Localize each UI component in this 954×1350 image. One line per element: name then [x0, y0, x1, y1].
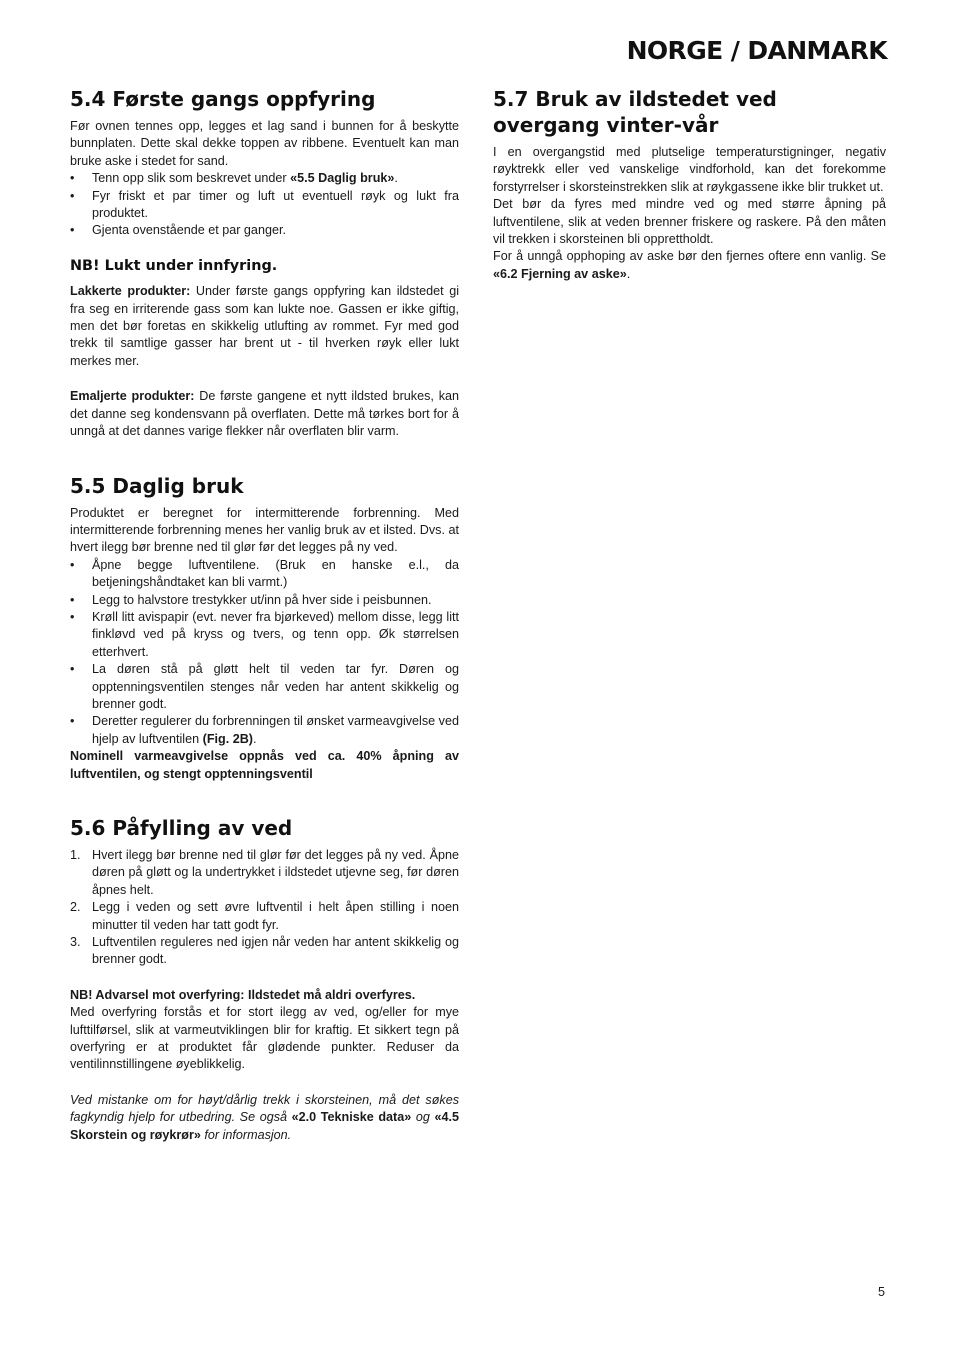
section-5-7-title: 5.7 Bruk av ildstedet ved overgang vinter-vår: [493, 87, 777, 137]
enamelled-label: Emaljerte produkter:: [70, 389, 195, 404]
bullet-marker: •: [70, 714, 75, 729]
bullet-marker: •: [70, 171, 75, 186]
enamelled-products-paragraph: [70, 388, 459, 440]
list-item: [70, 934, 459, 969]
list-item: [70, 661, 459, 713]
note-text: for informasjon.: [200, 1127, 292, 1142]
section-5-6-steps: [70, 847, 459, 969]
list-item-text: Gjenta ovenstående et par ganger.: [92, 223, 286, 238]
cross-reference: «6.2 Fjerning av aske»: [493, 266, 627, 281]
overfiring-warning-title-text: NB! Advarsel mot overfyring: Ildstedet må aldri overfyres.: [70, 987, 416, 1002]
step-number: 3.: [70, 935, 81, 950]
list-item-text: Legg i veden og sett øvre luftventil i helt åpen stilling i noen minutter til veden har tatt godt fyr.: [92, 900, 459, 932]
lacquered-text: Under første gangs oppfyring kan ildstedet gi fra seg en irriterende gass som kan lukte noe. Gassen er ikke giftig, men det bør foretas en skikkelig utlufting av rommet. Fyr med god trekk til samtlige gasser har brent ut - til hverken røyk eller lukt merkes mer.: [70, 284, 459, 368]
note-text: Ved mistanke om for høyt/dårlig trekk i skorsteinen, må det søkes fagkyndig hjelp for utbedring. Se også: [70, 1092, 459, 1125]
list-item: [70, 713, 459, 748]
list-item-text: Hvert ilegg bør brenne ned til glør før det legges på ny ved. Åpne døren på gløtt og la undertrykket i ildstedet utjevne seg, før døren åpnes helt.: [92, 848, 459, 897]
cross-reference: «4.5 Skorstein og røykrør»: [70, 1110, 459, 1142]
list-item-text: Tenn opp slik som beskrevet under: [92, 171, 291, 186]
list-item-text: Legg to halvstore trestykker ut/inn på hver side i peisbunnen.: [92, 592, 432, 607]
page-number: 5: [877, 1285, 885, 1299]
section-5-4: [70, 86, 459, 441]
overfiring-warning-text: Med overfyring forstås et for stort ilegg av ved, og/eller for mye lufttilførsel, slik at varmeutviklingen blir for kraftig. Et sikkert tegn på overfyring er at produktet får glødende punkter. Reduser da ventilinnstillingene øyeblikkelig.: [70, 1005, 459, 1072]
section-5-5-bullets: [70, 557, 459, 748]
nb-odor-heading: NB! Lukt under innfyring.: [70, 257, 278, 274]
section-5-4-bullets: [70, 170, 459, 240]
step-number: 2.: [70, 900, 81, 915]
page-header-title: NORGE / DANMARK: [626, 36, 887, 65]
bullet-marker: •: [70, 609, 75, 624]
nominal-output-note: [70, 748, 459, 783]
list-item-text: Krøll litt avispapir (evt. never fra bjørkeved) mellom disse, legg litt finkløvd ved på kryss og tvers, og tenn opp. Øk størrelsen etterhvert.: [92, 609, 459, 659]
section-5-6: [70, 815, 459, 1144]
list-item-text: La døren stå på gløtt helt til veden tar fyr. Døren og opptenningsventilen stenges når veden har antent skikkelig og brenner godt.: [92, 662, 459, 711]
enamelled-text: De første gangene et nytt ildsted brukes, kan det danne seg kondensvann på overflaten. Dette må tørkes bort for å unngå at det dannes varige flekker når overflaten blir varm.: [70, 389, 460, 439]
cross-reference: «5.5 Daglig bruk»: [290, 171, 395, 186]
right-column: [493, 86, 886, 283]
list-item: [70, 170, 459, 187]
bullet-marker: •: [70, 188, 75, 203]
section-5-5-title: 5.5 Daglig bruk: [70, 473, 244, 498]
list-item-text: Åpne begge luftventilene. (Bruk en hanske e.l., da betjeningshåndtaket kan bli varmt.): [92, 557, 459, 590]
list-item: [70, 188, 459, 223]
section-5-6-title: 5.6 Påfylling av ved: [70, 816, 293, 840]
bullet-marker: •: [70, 557, 75, 572]
bullet-marker: •: [70, 662, 75, 677]
lacquered-products-paragraph: [70, 283, 459, 370]
list-item-text: .: [253, 731, 257, 746]
paragraph-text: .: [626, 266, 631, 281]
chimney-draft-note: [70, 1092, 459, 1144]
list-item: [70, 592, 459, 609]
cross-reference: «2.0 Tekniske data»: [291, 1110, 412, 1125]
section-5-4-intro: Før ovnen tennes opp, legges et lag sand i bunnen for å beskytte bunnplaten. Dette skal dekke toppen av ribbene. Eventuelt kan man bruke aske i stedet for sand.: [70, 119, 459, 168]
list-item: [70, 222, 459, 239]
lacquered-label: Lakkerte produkter:: [70, 284, 191, 299]
nominal-output-text: Nominell varmeavgivelse oppnås ved ca. 40% åpning av luftventilen, og stengt opptenningsventil: [70, 749, 459, 781]
step-number: 1.: [70, 848, 81, 862]
bullet-marker: •: [70, 223, 75, 238]
list-item-text: Fyr friskt et par timer og luft ut eventuell røyk og lukt fra produktet.: [92, 188, 459, 221]
note-text: og: [411, 1110, 435, 1125]
overfiring-warning-title: [70, 987, 459, 1004]
paragraph-text: For å unngå opphoping av aske bør den fjernes oftere enn vanlig. Se: [493, 249, 886, 264]
section-5-7-paragraph-2: Det bør da fyres med mindre ved og med større åpning på luftventilene, slik at veden brenner friskere og raskere. På den måten vil trekken i skorsteinen bli opprettholdt.: [493, 197, 886, 247]
list-item-text: .: [394, 171, 398, 186]
list-item-text: Luftventilen reguleres ned igjen når veden har antent skikkelig og brenner godt.: [92, 935, 459, 967]
list-item: [70, 899, 459, 934]
bullet-marker: •: [70, 592, 75, 607]
section-5-7-paragraph-3: [493, 248, 886, 283]
list-item: [70, 847, 459, 899]
section-5-5-intro: Produktet er beregnet for intermitterende forbrenning. Med intermitterende forbrenning menes her vanlig bruk av et ilsted. Dvs. at hvert ilegg bør brenne ned til glør før det legges på ny ved.: [70, 505, 459, 555]
list-item-text: Deretter regulerer du forbrenningen til ønsket varmeavgivelse ved hjelp av luftventilen: [92, 714, 459, 746]
figure-reference: (Fig. 2B): [202, 731, 253, 746]
section-5-7: [493, 86, 886, 283]
list-item: [70, 557, 459, 592]
list-item: [70, 609, 459, 661]
section-5-4-title: 5.4 Første gangs oppfyring: [70, 87, 376, 111]
left-column: [70, 86, 459, 1144]
section-5-7-paragraph-1: I en overgangstid med plutselige temperaturstigninger, negativ røyktrekk eller ved vanskelige vindforhold, kan det forekomme forstyrrelser i skorsteinstrekken slik at røykgassene ikke blir trukket ut.: [493, 145, 886, 194]
section-5-5: [70, 473, 459, 784]
